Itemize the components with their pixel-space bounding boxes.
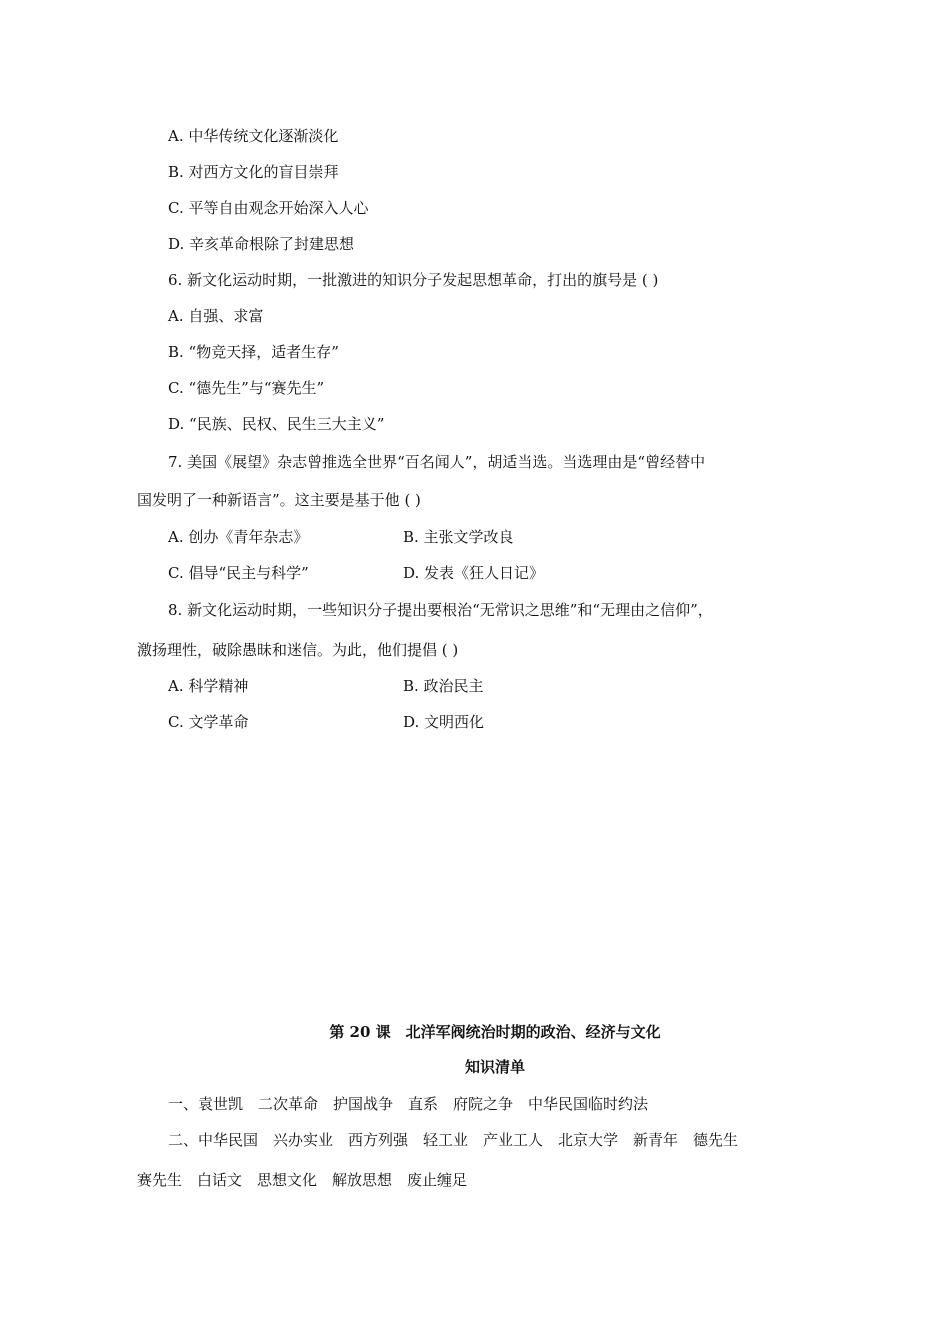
q8-stem-line2: 激扬理性，破除愚昧和迷信。为此，他们提倡 ( ) — [137, 641, 459, 659]
q5-option-a: A. 中华传统文化逐渐淡化 — [168, 127, 339, 145]
q5-option-c: C. 平等自由观念开始深入人心 — [168, 199, 369, 217]
q7-stem-line2: 国发明了一种新语言”。这主要是基于他 ( ) — [137, 491, 421, 509]
q7-option-b: B. 主张文学改良 — [403, 528, 514, 546]
q5-option-d: D. 辛亥革命根除了封建思想 — [168, 235, 355, 253]
lesson-title: 第 20 课 北洋军阀统治时期的政治、经济与文化 — [329, 1023, 661, 1041]
q8-option-d: D. 文明西化 — [403, 713, 485, 731]
q7-option-d: D. 发表《狂人日记》 — [403, 564, 545, 582]
lesson-subtitle: 知识清单 — [464, 1058, 525, 1076]
q6-option-b: B. “物竞天择，适者生存” — [168, 343, 339, 361]
q8-option-c: C. 文学革命 — [168, 713, 249, 731]
q8-option-b: B. 政治民主 — [403, 677, 484, 695]
q6-option-d: D. “民族、民权、民生三大主义” — [168, 415, 385, 433]
knowledge-item-2-line2: 赛先生 白话文 思想文化 解放思想 废止缠足 — [137, 1171, 468, 1189]
knowledge-item-1: 一、袁世凯 二次革命 护国战争 直系 府院之争 中华民国临时约法 — [168, 1095, 649, 1113]
q6-option-a: A. 自强、求富 — [168, 307, 264, 325]
q6-option-c: C. “德先生”与“赛先生” — [168, 379, 325, 397]
q8-stem-line1: 8. 新文化运动时期，一些知识分子提出要根治“无常识之思维”和“无理由之信仰”， — [168, 601, 713, 619]
q7-option-a: A. 创办《青年杂志》 — [168, 528, 309, 546]
knowledge-item-2-line1: 二、中华民国 兴办实业 西方列强 轻工业 产业工人 北京大学 新青年 德先生 — [168, 1131, 739, 1149]
q5-option-b: B. 对西方文化的盲目崇拜 — [168, 163, 339, 181]
q8-option-a: A. 科学精神 — [168, 677, 249, 695]
q7-stem-line1: 7. 美国《展望》杂志曾推选全世界“百名闻人”，胡适当选。当选理由是“曾经替中 — [168, 453, 706, 471]
q7-option-c: C. 倡导“民主与科学” — [168, 564, 309, 582]
q6-stem: 6. 新文化运动时期，一批激进的知识分子发起思想革命，打出的旗号是 ( ) — [168, 271, 659, 289]
